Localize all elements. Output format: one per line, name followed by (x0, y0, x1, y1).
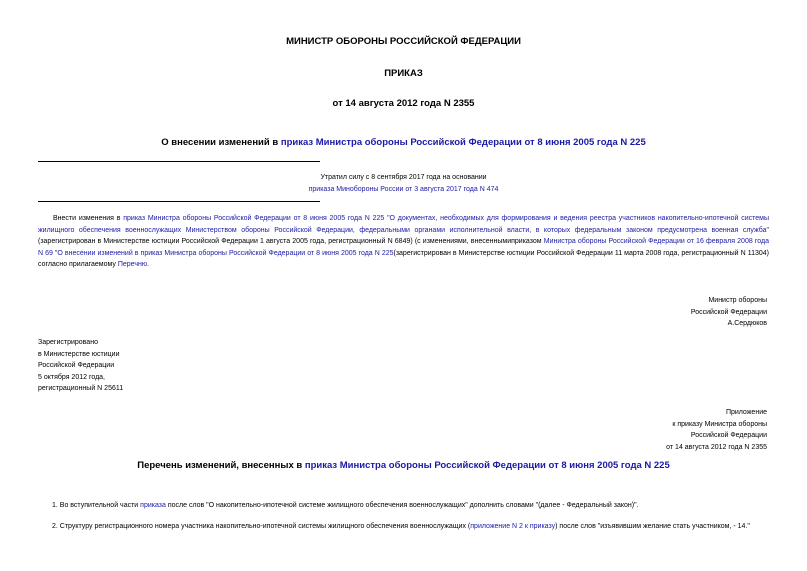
minister-heading: МИНИСТР ОБОРОНЫ РОССИЙСКОЙ ФЕДЕРАЦИИ (286, 36, 521, 47)
list-title (0, 460, 807, 471)
main-paragraph: Внести изменения в приказ Министра обороны Российской Федерации от 8 июня 2005 года N 225 "О документах, необходимых для формирования и ведения реестра участников накопительно-ипотечной системы жилищного обеспечения военнослужащих Министерством обороны Российской Федерации, федеральными органами исполнительной власти, в которых федеральным законом предусмотрена военная служба" (зарегистрирован в Министерстве юстиции Российской Федерации 1 августа 2005 года, регистрационный N 6849) (с изменениями, внесеннымиприказом Министра обороны Российской Федерации от 16 февраля 2008 года N 69 "О внесении изменений в приказ Министра обороны Российской Федерации от 8 июня 2005 года N 225(зарегистрирован в Министерстве юстиции Российской Федерации 11 марта 2008 года, регистрационный N 11304) согласно прилагаемому Перечню. (38, 215, 770, 269)
registration-block: Зарегистрировано в Министерстве юстиции Российской Федерации 5 октября 2012 года, регистрационный N 25611 (38, 339, 124, 392)
document-title (0, 137, 807, 148)
list-title-prefix: Перечень изменений, внесенных в (137, 460, 305, 471)
divider-top (38, 161, 320, 162)
order-heading: ПРИКАЗ (384, 68, 423, 79)
title-prefix: О внесении изменений в (161, 137, 281, 148)
body-order-link[interactable]: приказ Министра обороны Российской Федерации от 8 июня 2005 года N 225 (123, 215, 385, 222)
item1-order-link[interactable]: приказа (140, 502, 166, 509)
signature-block: Министр обороны Российской Федерации А.Сердюков (690, 297, 767, 327)
body-text-3: (зарегистрирован в Министерстве юстиции Российской Федерации 1 августа 2005 года, регистрационный N 6849) (с изменениями, внесеннымиприказом (38, 238, 544, 246)
appendix-block: Приложение к приказу Министра обороны Российской Федерации от 14 августа 2012 года N 2355 (666, 409, 767, 451)
divider-bottom (38, 201, 320, 202)
title-order-link[interactable]: приказ Министра обороны Российской Федерации от 8 июня 2005 года N 225 (280, 137, 646, 148)
expired-line: Утратил силу с 8 сентября 2017 года на основании (320, 174, 487, 181)
list-item-2: 2. Структуру регистрационного номера участника накопительно-ипотечной системы жилищного обеспечения военнослужащих (приложение N 2 к приказу) после слов "изъявившим желание стать участником, - 14." (52, 523, 750, 530)
body-text-4: (зарегистрирован в Министерстве юстиции Российской Федерации 11 марта 2008 года, регистрационный N 11304) согласно прилагаемому (38, 249, 769, 269)
body-text-1: Внести изменения в (53, 215, 124, 222)
body-order-title-link[interactable]: "О документах, необходимых для формирования и ведения реестра участников накопительно-ипотечной системы жилищного обеспечения военнослужащих Министерством обороны Российской Федерации, федеральными органами исполнительной власти, в которых федеральным законом предусмотрена военная служба" (38, 215, 770, 234)
list-title-order-link[interactable]: приказ Министра обороны Российской Федерации от 8 июня 2005 года N 225 (304, 460, 670, 471)
expired-order-link[interactable]: приказа Минобороны России от 3 августа 2017 года N 474 (308, 185, 499, 193)
body-list-link[interactable]: Перечню (117, 261, 148, 269)
body-amendment-link[interactable]: Министра обороны Российской Федерации от 16 февраля 2008 года N 69 "О внесении изменений в приказ Министра обороны Российской Федерации от 8 июня 2005 года N 225 (38, 238, 769, 257)
order-date: от 14 августа 2012 года N 2355 (332, 98, 475, 109)
expired-notice (0, 172, 807, 195)
item2-appendix-link[interactable]: приложение N 2 к приказу (470, 523, 556, 530)
list-item-1: 1. Во вступительной части приказа после слов "О накопительно-ипотечной системе жилищного обеспечения военнослужащих" дополнить словами "(далее - Федеральный закон)". (52, 502, 639, 509)
